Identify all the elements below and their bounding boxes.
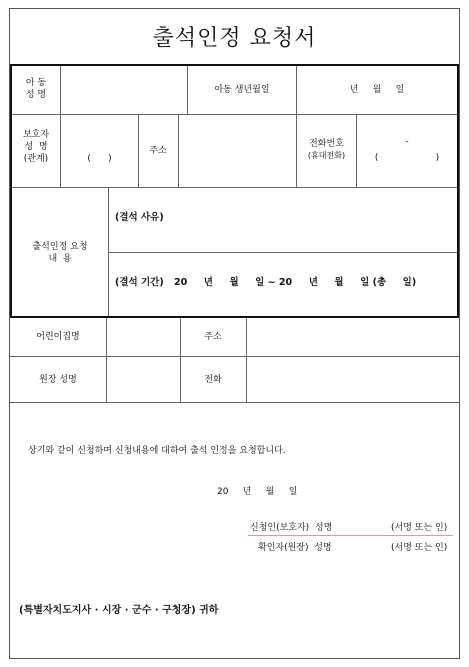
form-title: 출석인정 요청서 [10, 9, 459, 65]
guardian-address-label: 주소 [149, 146, 167, 156]
col-divider [246, 318, 247, 402]
col-divider [60, 66, 61, 114]
form-page [9, 8, 460, 659]
col-divider [106, 318, 107, 402]
guardian-relation-field[interactable]: ( ) [87, 154, 112, 164]
child-birth-label: 아동 생년월일 [214, 85, 270, 95]
daycare-address-label: 주소 [204, 332, 222, 342]
guardian-label-line1: 보호자 [22, 130, 50, 140]
absence-reason-label: (결석 사유) [115, 212, 164, 223]
daycare-name-label: 어린이집명 [36, 332, 80, 342]
guardian-phone-label-line1: 전화번호 [309, 139, 344, 149]
confirmer-label: 확인자(원장) 성명 [258, 543, 332, 553]
col-divider [296, 66, 297, 114]
guardian-phone-field[interactable]: ( ) [374, 153, 440, 163]
row-divider [10, 356, 459, 357]
child-name-label: 아 동 성 명 [25, 78, 47, 100]
guardian-phone-dash: - [405, 137, 409, 147]
absence-period-label: (결석 기간) [115, 277, 164, 288]
col-divider [296, 114, 297, 187]
col-divider [108, 187, 109, 316]
request-label-line2: 내 용 [48, 254, 72, 264]
col-divider [180, 318, 181, 402]
statement-text: 상기와 같이 신청하며 신청내용에 대하여 출석 인정을 요청합니다. [28, 446, 286, 456]
applicant-sign[interactable]: (서명 또는 인) [391, 523, 448, 533]
daycare-phone-label: 전화 [204, 375, 222, 385]
row-divider [12, 114, 457, 115]
col-divider [60, 114, 61, 187]
absence-period-value[interactable]: 20 년 월 일 ~ 20 년 월 일 (총 일) [174, 277, 417, 288]
child-birth-value[interactable]: 년 월 일 [349, 85, 405, 95]
date-line[interactable]: 20 년 월 일 [217, 487, 298, 497]
row-divider [12, 187, 457, 188]
confirmer-sign[interactable]: (서명 또는 인) [391, 543, 448, 553]
col-divider [356, 114, 357, 187]
guardian-label-line2: 성 명 [24, 142, 48, 152]
row-divider [10, 402, 459, 403]
recipient-footer: (특별자치도지사 · 시장 · 군수 · 구청장) 귀하 [19, 605, 219, 616]
applicant-label: 신청인(보호자) 성명 [250, 523, 333, 533]
guardian-phone-label-line2: (휴대전화) [307, 151, 346, 160]
guardian-label-line3: (관계) [23, 154, 49, 164]
row-divider [108, 252, 457, 253]
col-divider [178, 114, 179, 187]
request-label-line1: 출석인정 요청 [32, 242, 88, 252]
applicant-section [10, 64, 459, 318]
director-name-label: 원장 성명 [39, 375, 77, 385]
signature-underline [248, 535, 453, 536]
